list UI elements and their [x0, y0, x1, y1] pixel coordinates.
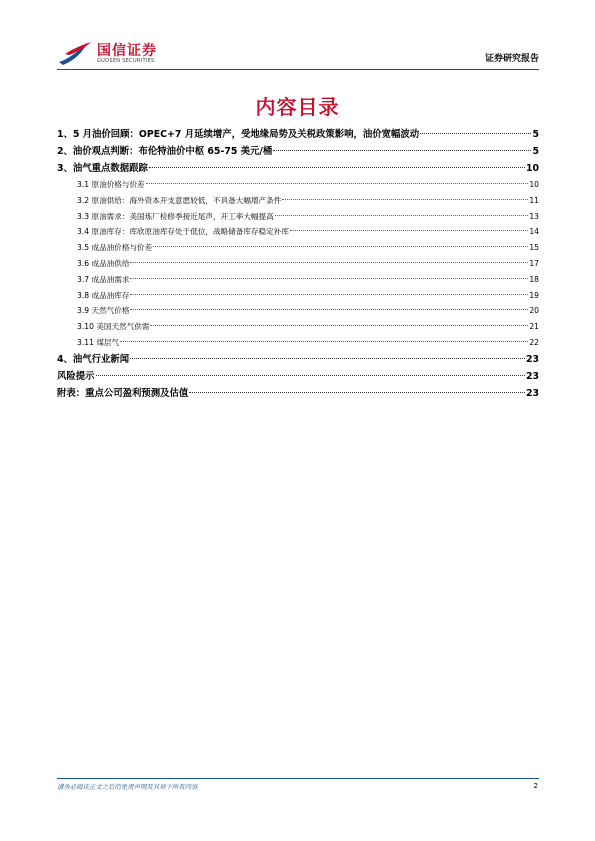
toc-entry-page: 23: [525, 353, 539, 365]
toc-entry-page: 21: [529, 322, 539, 332]
toc-entry-label: 3.7 成品油需求: [77, 274, 130, 284]
toc-entry-page: 17: [529, 258, 539, 268]
toc-entry[interactable]: [57, 335, 539, 351]
toc-entry-page: 18: [529, 274, 539, 284]
toc-entry[interactable]: [57, 256, 539, 272]
toc-entry[interactable]: [57, 288, 539, 304]
toc-entry[interactable]: [57, 351, 539, 368]
toc-entry-label: 3.3 原油需求：美国炼厂检修季接近尾声，开工率大幅提高: [77, 211, 274, 221]
toc-entry[interactable]: [57, 193, 539, 209]
toc-leader-dots: [150, 325, 528, 326]
page-header: [57, 38, 539, 68]
toc-entry-label: 风险提示: [57, 370, 95, 382]
toc-entry-label: 3.10 美国天然气供需: [77, 322, 150, 332]
toc-leader-dots: [146, 183, 529, 184]
toc-entry[interactable]: [57, 126, 539, 143]
toc-entry-page: 5: [532, 146, 539, 157]
toc-entry-label: 3.11 煤层气: [77, 337, 120, 347]
toc-entry[interactable]: [57, 209, 539, 225]
toc-entry-page: 10: [529, 180, 539, 189]
toc-entry-label: 3.6 成品油供给: [77, 258, 130, 268]
toc-entry-label: 3.8 成品油库存: [77, 290, 130, 300]
toc-entry-label: 1、5 月油价回顾：OPEC+7 月延续增产，受地缘局势及关税政策影响，油价宽幅波动: [57, 129, 420, 140]
toc-leader-dots: [273, 150, 531, 151]
toc-entry-page: 19: [529, 290, 539, 300]
page-number: 2: [533, 782, 538, 790]
footer-divider: [57, 778, 539, 779]
toc-entry[interactable]: [57, 224, 539, 240]
toc-leader-dots: [130, 262, 528, 263]
toc-entry-page: 20: [529, 306, 539, 316]
table-of-contents: [57, 126, 539, 402]
toc-leader-dots: [149, 167, 525, 168]
toc-entry-page: 11: [529, 195, 539, 205]
toc-leader-dots: [290, 230, 528, 231]
logo-text-en: GUOSEN SECURITIES: [97, 58, 155, 64]
toc-entry[interactable]: [57, 240, 539, 256]
toc-leader-dots: [130, 294, 528, 295]
toc-entry[interactable]: [57, 143, 539, 160]
toc-leader-dots: [153, 246, 528, 247]
toc-entry-page: 14: [529, 227, 539, 237]
toc-entry-page: 10: [525, 163, 539, 174]
toc-entry-label: 2、油价观点判断：布伦特油价中枢 65-75 美元/桶: [57, 146, 273, 157]
logo-text-cn: 国信证券: [97, 43, 157, 59]
toc-entry[interactable]: [57, 177, 539, 193]
toc-entry[interactable]: [57, 368, 539, 385]
toc-leader-dots: [130, 278, 528, 279]
toc-entry[interactable]: [57, 272, 539, 288]
toc-entry-label: 3.2 原油供给：海外资本开支意愿较低，不具备大幅增产条件: [77, 195, 282, 205]
report-type-label: 证券研究报告: [484, 54, 539, 64]
toc-leader-dots: [420, 133, 531, 134]
toc-leader-dots: [189, 392, 525, 393]
toc-entry-page: 15: [529, 243, 539, 253]
toc-leader-dots: [130, 309, 528, 310]
toc-entry[interactable]: [57, 385, 539, 402]
toc-entry-page: 23: [525, 370, 539, 382]
toc-entry-label: 3.5 成品油价格与价差: [77, 243, 153, 253]
toc-leader-dots: [96, 375, 525, 376]
toc-leader-dots: [275, 215, 529, 216]
toc-entry-page: 13: [529, 211, 539, 221]
toc-entry-page: 5: [532, 129, 539, 140]
toc-entry-label: 3.9 天然气价格: [77, 306, 130, 316]
footer-disclaimer: 请务必阅读正文之后的免责声明及其项下所有内容: [57, 783, 198, 791]
toc-entry[interactable]: [57, 160, 539, 177]
guosen-logo: [57, 38, 187, 68]
toc-leader-dots: [130, 358, 525, 359]
toc-entry[interactable]: [57, 303, 539, 319]
toc-leader-dots: [282, 199, 528, 200]
guosen-logo-icon: [57, 40, 93, 66]
toc-title: 内容目录: [255, 95, 340, 119]
toc-entry-label: 附表：重点公司盈利预测及估值: [57, 387, 189, 399]
toc-entry-page: 23: [525, 387, 539, 399]
toc-entry-label: 3.1 原油价格与价差: [77, 180, 145, 189]
header-divider: [57, 69, 539, 70]
toc-leader-dots: [120, 341, 528, 342]
toc-entry-label: 3、油气重点数据跟踪: [57, 163, 148, 174]
toc-entry[interactable]: [57, 319, 539, 335]
toc-entry-label: 4、油气行业新闻: [57, 353, 130, 365]
toc-entry-label: 3.4 原油库存：库欣原油库存处于低位，战略储备库存稳定补库: [77, 227, 289, 237]
toc-entry-page: 22: [529, 337, 539, 347]
